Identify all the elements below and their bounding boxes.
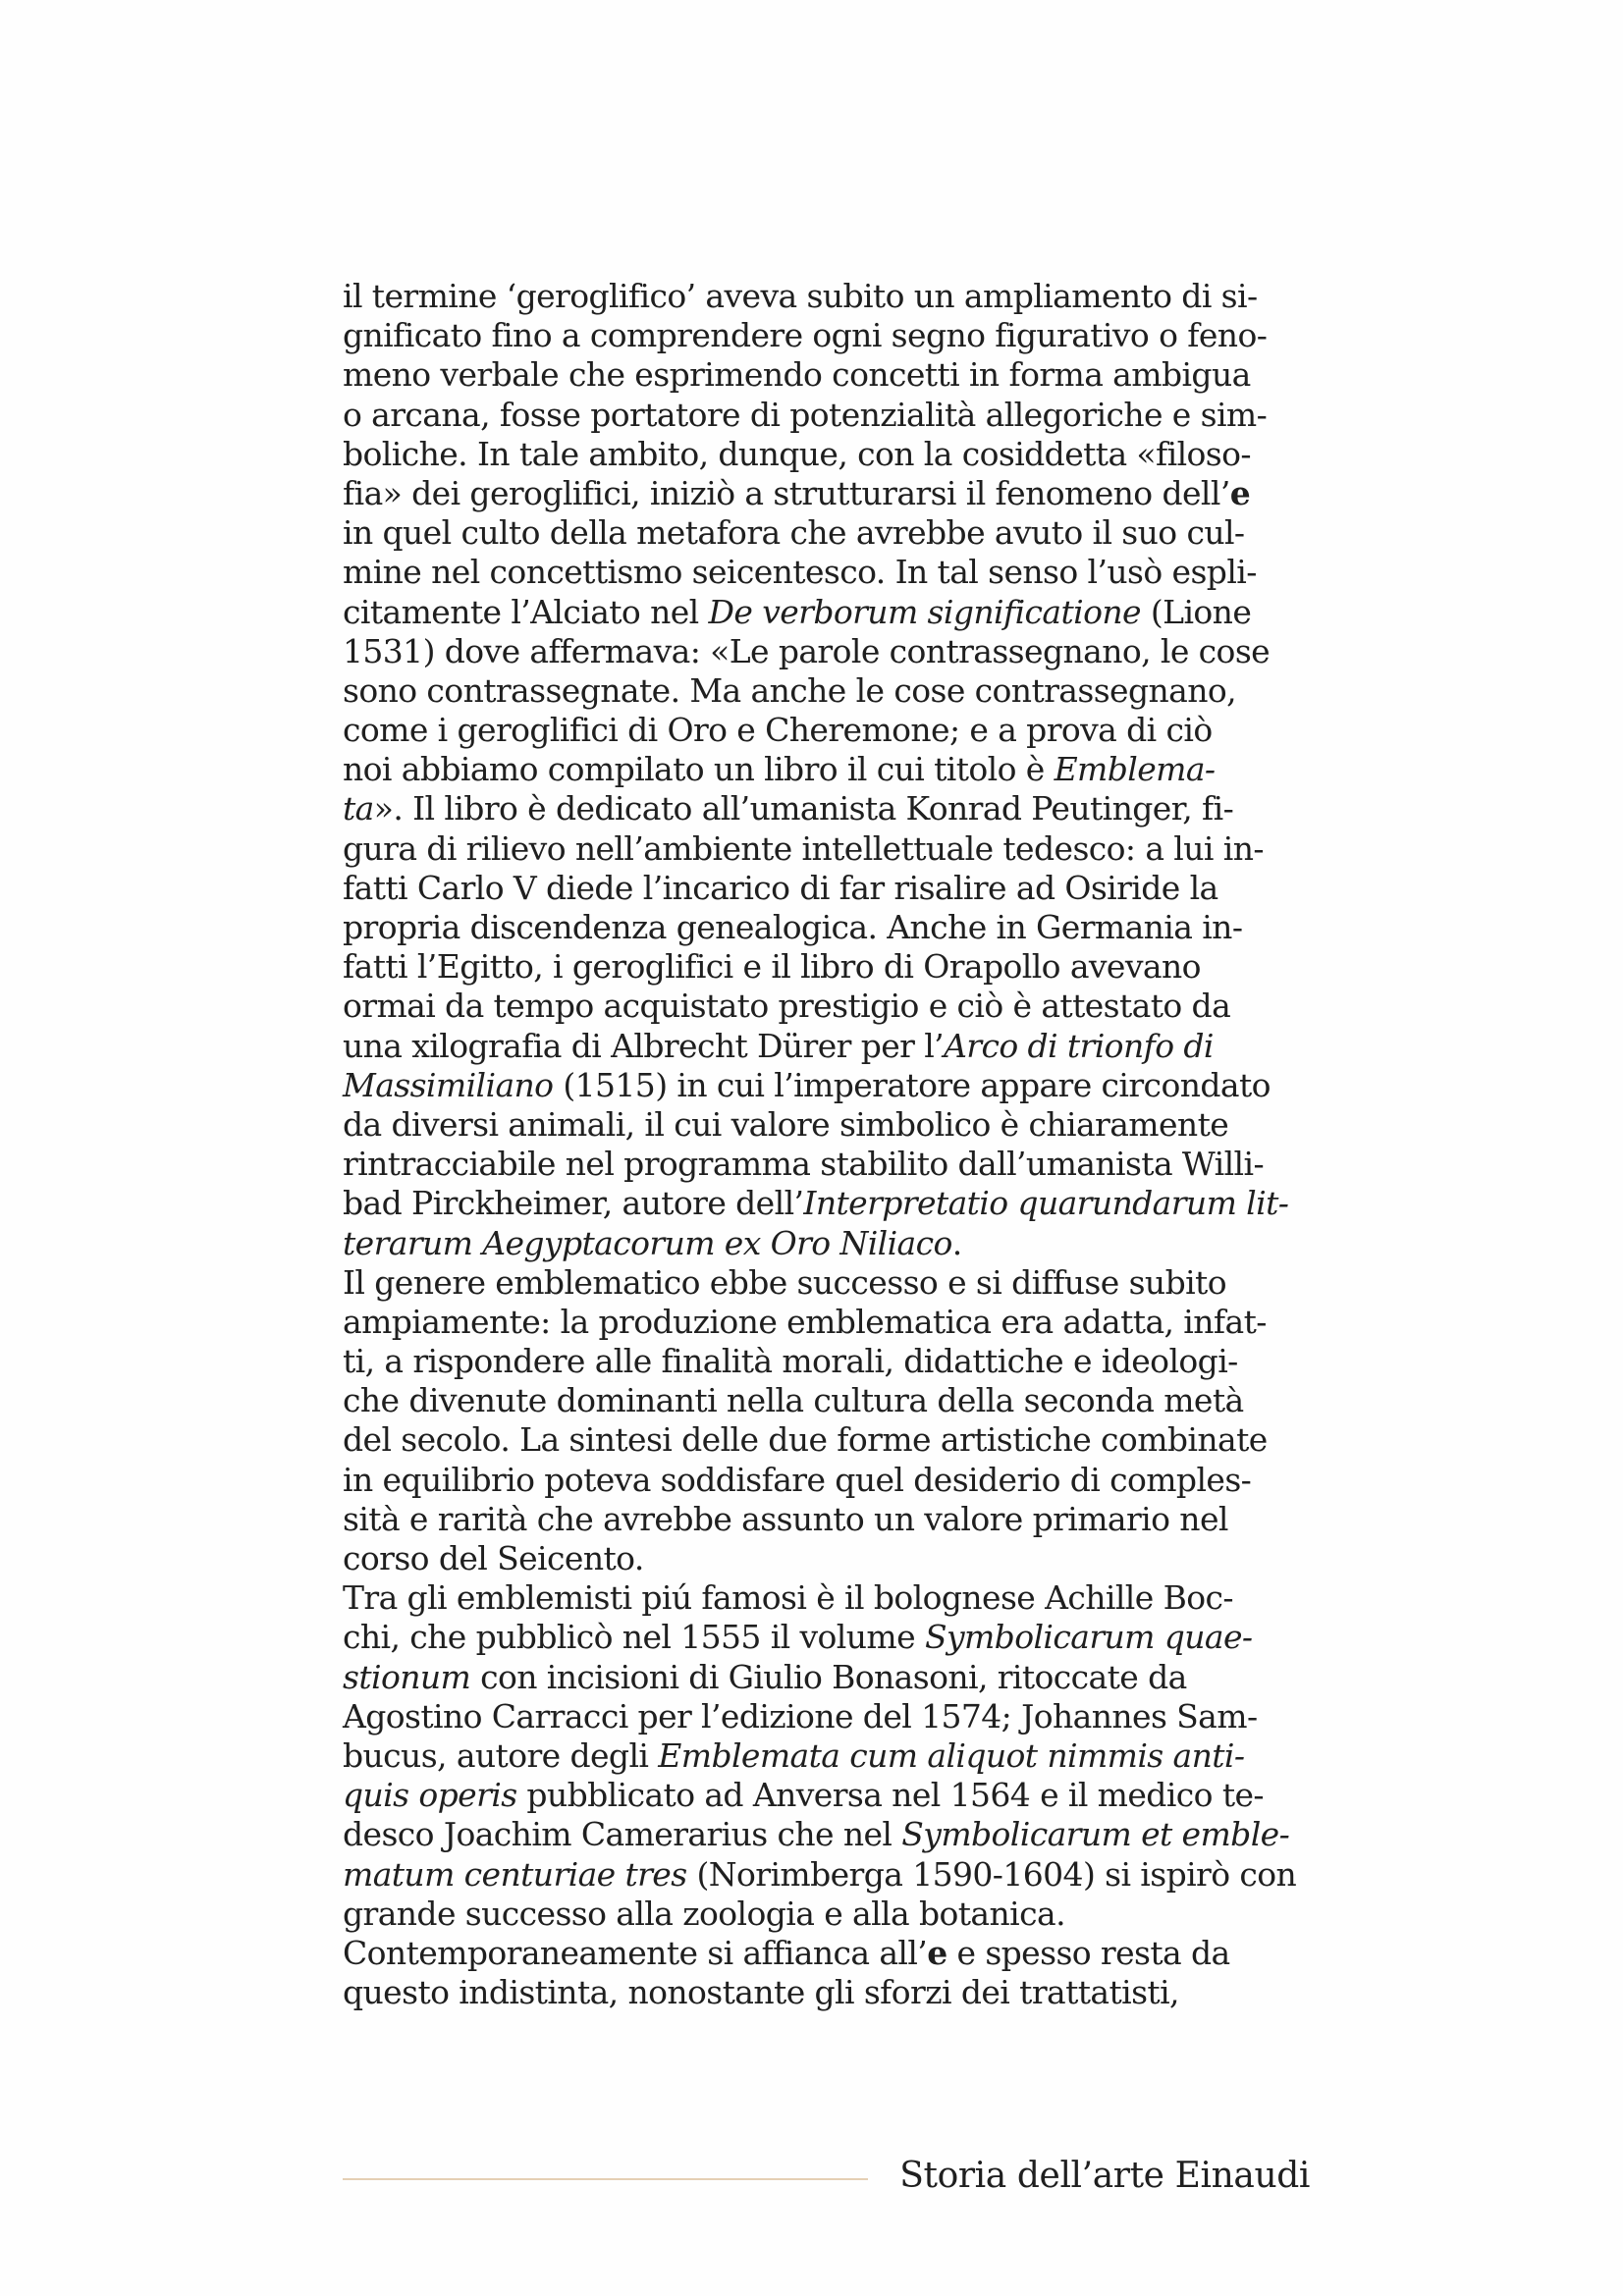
text-line bbox=[343, 1381, 1310, 1420]
text-segment: il termine ‘geroglifico’ aveva subito un ampliamento di si- bbox=[343, 277, 1258, 315]
text-segment: Tra gli emblemisti piú famosi è il bolognese Achille Boc- bbox=[343, 1578, 1233, 1618]
text-line bbox=[343, 1697, 1310, 1736]
text-line bbox=[343, 1224, 1310, 1263]
text-segment: gura di rilievo nell’ambiente intellettuale tedesco: a lui in- bbox=[343, 828, 1264, 868]
text-segment: meno verbale che esprimendo concetti in forma ambigua bbox=[343, 355, 1251, 395]
text-line bbox=[343, 1500, 1310, 1539]
text-segment: pubblicato ad Anversa nel 1564 e il medico te- bbox=[516, 1776, 1264, 1815]
text-line bbox=[343, 435, 1310, 474]
text-line bbox=[343, 1420, 1310, 1460]
italic-text: Massimiliano bbox=[343, 1065, 554, 1104]
text-segment: (Lione bbox=[1140, 592, 1252, 631]
text-line bbox=[343, 277, 1310, 316]
text-line bbox=[343, 1303, 1310, 1342]
bold-text: e bbox=[1229, 473, 1251, 512]
text-line bbox=[343, 869, 1310, 908]
text-segment: Agostino Carracci per l’edizione del 1574; Johannes Sam- bbox=[343, 1696, 1258, 1735]
text-segment: . bbox=[951, 1223, 962, 1262]
text-line bbox=[343, 632, 1310, 671]
body-text bbox=[343, 277, 1310, 2012]
text-line bbox=[343, 1263, 1310, 1303]
text-segment: bucus, autore degli bbox=[343, 1735, 659, 1775]
text-line bbox=[343, 947, 1310, 987]
text-segment: sità e rarità che avrebbe assunto un valore primario nel bbox=[343, 1499, 1228, 1538]
italic-text: Symbolicarum quae- bbox=[924, 1618, 1253, 1657]
text-line bbox=[343, 1973, 1310, 2012]
text-line bbox=[343, 1618, 1310, 1657]
text-segment: bad Pirckheimer, autore dell’ bbox=[343, 1184, 804, 1223]
text-segment: ». Il libro è dedicato all’umanista Konrad Peutinger, fi- bbox=[373, 789, 1234, 828]
bold-text: e bbox=[927, 1933, 947, 1972]
italic-text: stionum bbox=[343, 1657, 471, 1696]
text-segment: questo indistinta, nonostante gli sforzi dei trattatisti, bbox=[343, 1973, 1179, 2012]
text-line bbox=[343, 553, 1310, 592]
italic-text: Arco di trionfo di bbox=[944, 1026, 1214, 1065]
text-segment: in equilibrio poteva soddisfare quel desiderio di comples- bbox=[343, 1460, 1252, 1499]
text-segment: ormai da tempo acquistato prestigio e ciò è attestato da bbox=[343, 987, 1231, 1026]
text-segment: come i geroglifici di Oro e Cheremone; e a prova di ciò bbox=[343, 711, 1213, 750]
text-segment: ampiamente: la produzione emblematica era adatta, infat- bbox=[343, 1302, 1267, 1341]
text-line bbox=[343, 1815, 1310, 1854]
text-line bbox=[343, 1342, 1310, 1381]
italic-text: ta bbox=[343, 789, 374, 828]
text-line bbox=[343, 671, 1310, 711]
text-segment: noi abbiamo compilato un libro il cui titolo è bbox=[343, 750, 1055, 789]
italic-text: Emblemata cum aliquot nimmis anti- bbox=[658, 1735, 1245, 1775]
text-segment: rintracciabile nel programma stabilito dall’umanista Willi- bbox=[343, 1145, 1265, 1184]
text-line bbox=[343, 1184, 1310, 1223]
text-segment: propria discendenza genealogica. Anche in Germania in- bbox=[343, 908, 1243, 946]
italic-text: Emblema- bbox=[1054, 750, 1216, 789]
text-segment: Il genere emblematico ebbe successo e si diffuse subito bbox=[343, 1262, 1226, 1302]
footer-publication-title: Storia dell’arte Einaudi bbox=[899, 2156, 1310, 2196]
text-line bbox=[343, 1461, 1310, 1500]
footer-rule bbox=[343, 2178, 868, 2180]
text-line bbox=[343, 1658, 1310, 1697]
text-line bbox=[343, 711, 1310, 750]
text-segment: e spesso resta da bbox=[947, 1933, 1230, 1972]
text-segment: che divenute dominanti nella cultura della seconda metà bbox=[343, 1381, 1244, 1420]
text-segment: citamente l’Alciato nel bbox=[343, 592, 709, 631]
text-line bbox=[343, 1145, 1310, 1184]
text-line bbox=[343, 1895, 1310, 1934]
text-line bbox=[343, 1855, 1310, 1895]
text-segment: boliche. In tale ambito, dunque, con la cosiddetta «filoso- bbox=[343, 434, 1251, 473]
text-segment: chi, che pubblicò nel 1555 il volume bbox=[343, 1618, 925, 1657]
text-segment: o arcana, fosse portatore di potenzialità allegoriche e sim- bbox=[343, 395, 1268, 434]
text-segment: 1531) dove affermava: «Le parole contrassegnano, le cose bbox=[343, 631, 1271, 670]
text-segment: grande successo alla zoologia e alla botanica. bbox=[343, 1894, 1065, 1933]
text-segment: in quel culto della metafora che avrebbe avuto il suo cul- bbox=[343, 513, 1245, 553]
italic-text: matum centuriae tres bbox=[343, 1854, 687, 1894]
text-segment: con incisioni di Giulio Bonasoni, ritoccate da bbox=[470, 1657, 1187, 1696]
italic-text: Interpretatio quarundarum lit- bbox=[803, 1184, 1289, 1223]
text-line bbox=[343, 474, 1310, 513]
text-segment: mine nel concettismo seicentesco. In tal senso l’usò espli- bbox=[343, 553, 1257, 592]
text-segment: una xilografia di Albrecht Dürer per l’ bbox=[343, 1026, 945, 1065]
text-line bbox=[343, 513, 1310, 553]
text-segment: ti, a rispondere alle finalità morali, didattiche e ideologi- bbox=[343, 1342, 1238, 1381]
text-segment: gnificato fino a comprendere ogni segno figurativo o feno- bbox=[343, 316, 1268, 355]
text-line bbox=[343, 396, 1310, 435]
text-line bbox=[343, 987, 1310, 1026]
text-line bbox=[343, 1105, 1310, 1145]
text-segment: da diversi animali, il cui valore simbolico è chiaramente bbox=[343, 1104, 1229, 1144]
text-segment: sono contrassegnate. Ma anche le cose contrassegnano, bbox=[343, 670, 1237, 710]
text-segment: fia» dei geroglifici, iniziò a strutturarsi il fenomeno dell’ bbox=[343, 473, 1230, 512]
italic-text: De verborum significatione bbox=[708, 592, 1141, 631]
text-segment: (1515) in cui l’imperatore appare circondato bbox=[553, 1065, 1271, 1104]
italic-text: terarum Aegyptacorum ex Oro Niliaco bbox=[343, 1223, 952, 1262]
text-line bbox=[343, 1776, 1310, 1815]
text-line bbox=[343, 316, 1310, 355]
text-segment: corso del Seicento. bbox=[343, 1539, 644, 1577]
italic-text: quis operis bbox=[343, 1776, 517, 1815]
text-line bbox=[343, 1027, 1310, 1066]
text-segment: Contemporaneamente si affianca all’ bbox=[343, 1933, 928, 1972]
text-segment: (Norimberga 1590-1604) si ispirò con bbox=[686, 1854, 1297, 1894]
text-line bbox=[343, 829, 1310, 869]
text-segment: desco Joachim Camerarius che nel bbox=[343, 1815, 902, 1854]
text-segment: fatti Carlo V diede l’incarico di far risalire ad Osiride la bbox=[343, 868, 1218, 907]
text-line bbox=[343, 1736, 1310, 1776]
text-line bbox=[343, 355, 1310, 395]
italic-text: Symbolicarum et emble- bbox=[901, 1815, 1290, 1854]
text-line bbox=[343, 750, 1310, 789]
text-line bbox=[343, 1539, 1310, 1578]
text-line bbox=[343, 1066, 1310, 1105]
text-segment: fatti l’Egitto, i geroglifici e il libro di Orapollo avevano bbox=[343, 947, 1201, 987]
text-line bbox=[343, 1578, 1310, 1618]
text-line bbox=[343, 593, 1310, 632]
text-line bbox=[343, 789, 1310, 828]
text-line bbox=[343, 1934, 1310, 1973]
text-segment: del secolo. La sintesi delle due forme artistiche combinate bbox=[343, 1420, 1268, 1460]
text-line bbox=[343, 908, 1310, 947]
